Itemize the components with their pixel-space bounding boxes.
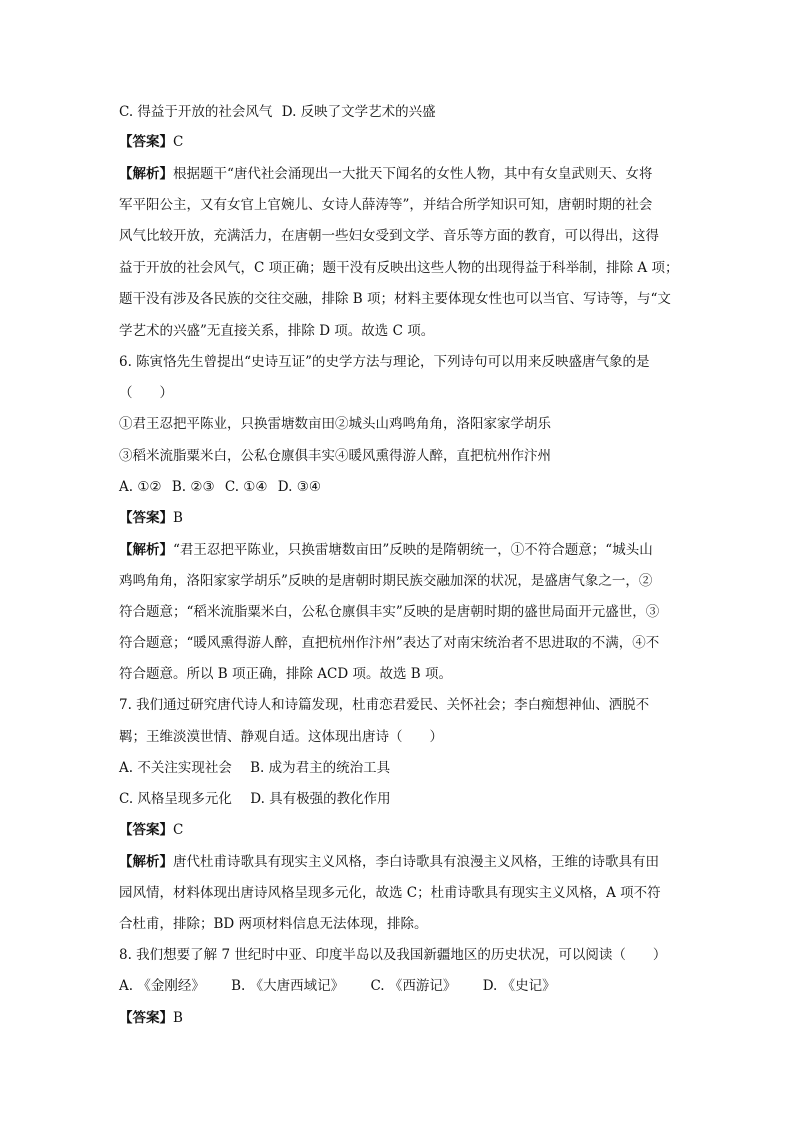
q6-option-b: B. ②③ xyxy=(171,479,215,495)
q8-answer xyxy=(119,1008,699,1028)
q5-analysis-line: 题干没有涉及各民族的交往交融，排除 B 项；材料主要体现女性也可以当官、写诗等，与“文 xyxy=(119,291,671,307)
answer-tag: 【答案】 xyxy=(119,134,173,150)
q8-option-d: D. 《史记》 xyxy=(482,978,556,994)
q7-analysis-line: 合杜甫，排除；BD 两项材料信息无法体现，排除。 xyxy=(119,916,428,932)
q6-poem-line: ①君王忍把平陈业，只换雷塘数亩田②城头山鸡鸣角角，洛阳家家学胡乐 xyxy=(119,416,551,432)
q7-stem-line: 羁；王维淡漠世情、静观自适。这体现出唐诗（ ） xyxy=(119,729,443,745)
answer-value: C xyxy=(173,822,184,838)
q8-options xyxy=(119,976,699,996)
q5-option-c: C. 得益于开放的社会风气 xyxy=(119,104,273,120)
q6-analysis-line: 符合题意。所以 B 项正确，排除 ACD 项。故选 B 项。 xyxy=(119,666,452,682)
analysis-text: 唐代杜甫诗歌具有现实主义风格，李白诗歌具有浪漫主义风格，王维的诗歌具有田 xyxy=(173,854,659,870)
q8-option-c: C. 《西游记》 xyxy=(370,978,457,994)
q7-option-a: A. 不关注实现社会 xyxy=(119,760,232,776)
q7-options-cd xyxy=(119,789,699,809)
q6-stem-line: （ ） xyxy=(119,385,173,401)
answer-value: B xyxy=(173,510,183,526)
answer-tag: 【答案】 xyxy=(119,822,173,838)
q5-analysis-line: 学艺术的兴盛”无直接关系，排除 D 项。故选 C 项。 xyxy=(119,323,435,339)
q5-analysis-line xyxy=(119,164,699,184)
q7-analysis-line: 园风情，材料体现出唐诗风格呈现多元化，故选 C；杜甫诗歌具有现实主义风格，A 项不符 xyxy=(119,885,661,901)
answer-tag: 【答案】 xyxy=(119,510,173,526)
q8-stem: 8. 我们想要了解 7 世纪时中亚、印度半岛以及我国新疆地区的历史状况，可以阅读（ ） xyxy=(119,947,667,963)
answer-value: C xyxy=(173,134,184,150)
q6-stem-line: 6. 陈寅恪先生曾提出“史诗互证”的史学方法与理论，下列诗句可以用来反映盛唐气象的是 xyxy=(119,354,650,370)
q7-answer xyxy=(119,820,699,840)
q7-option-c: C. 风格呈现多元化 xyxy=(119,791,232,807)
q6-options xyxy=(119,477,699,497)
q6-option-d: D. ③④ xyxy=(277,479,321,495)
q6-poem-line: ③稻米流脂粟米白，公私仓廪俱丰实④暖风熏得游人醉，直把杭州作汴州 xyxy=(119,448,551,464)
q5-options-cd xyxy=(119,102,699,122)
q6-analysis-line: 符合题意；“稻米流脂粟米白，公私仓廪俱丰实”反映的是唐朝时期的盛世局面开元盛世，③ xyxy=(119,604,660,620)
q6-option-a: A. ①② xyxy=(119,479,162,495)
analysis-tag: 【解析】 xyxy=(119,854,173,870)
q7-option-d: D. 具有极强的教化作用 xyxy=(250,791,391,807)
q5-analysis-line: 风气比较开放，充满活力，在唐朝一些妇女受到文学、音乐等方面的教育，可以得出，这得 xyxy=(119,228,659,244)
q5-analysis-line: 益于开放的社会风气，C 项正确；题干没有反映出这些人物的出现得益于科举制，排除 A 项； xyxy=(119,260,679,276)
q6-analysis-line: 鸡鸣角角，洛阳家家学胡乐”反映的是唐朝时期民族交融加深的状况，是盛唐气象之一，② xyxy=(119,573,653,589)
analysis-tag: 【解析】 xyxy=(119,542,173,558)
q6-answer xyxy=(119,508,699,528)
analysis-text: 根据题干“唐代社会涌现出一大批天下闻名的女性人物，其中有女皇武则天、女将 xyxy=(173,166,653,182)
answer-value: B xyxy=(173,1010,183,1026)
analysis-text: “君王忍把平陈业，只换雷塘数亩田”反映的是隋朝统一，①不符合题意；“城头山 xyxy=(173,542,653,558)
q8-option-b: B. 《大唐西域记》 xyxy=(231,978,345,994)
q7-option-b: B. 成为君主的统治工具 xyxy=(250,760,391,776)
q6-analysis-line: 符合题意；“暖风熏得游人醉，直把杭州作汴州”表达了对南宋统治者不思进取的不满，④不 xyxy=(119,635,660,651)
q7-analysis-line xyxy=(119,852,699,872)
analysis-tag: 【解析】 xyxy=(119,166,173,182)
q6-option-c: C. ①④ xyxy=(224,479,268,495)
q8-option-a: A. 《金刚经》 xyxy=(119,978,205,994)
q7-stem-line: 7. 我们通过研究唐代诗人和诗篇发现，杜甫恋君爱民、关怀社会；李白痴想神仙、洒脱不 xyxy=(119,697,650,713)
q5-answer xyxy=(119,132,699,152)
q6-analysis-line xyxy=(119,540,699,560)
answer-tag: 【答案】 xyxy=(119,1010,173,1026)
q5-analysis-line: 军平阳公主，又有女官上官婉儿、女诗人薛涛等”，并结合所学知识可知，唐朝时期的社会 xyxy=(119,197,653,213)
q5-option-d: D. 反映了文学艺术的兴盛 xyxy=(281,104,436,120)
q7-options-ab xyxy=(119,758,699,778)
